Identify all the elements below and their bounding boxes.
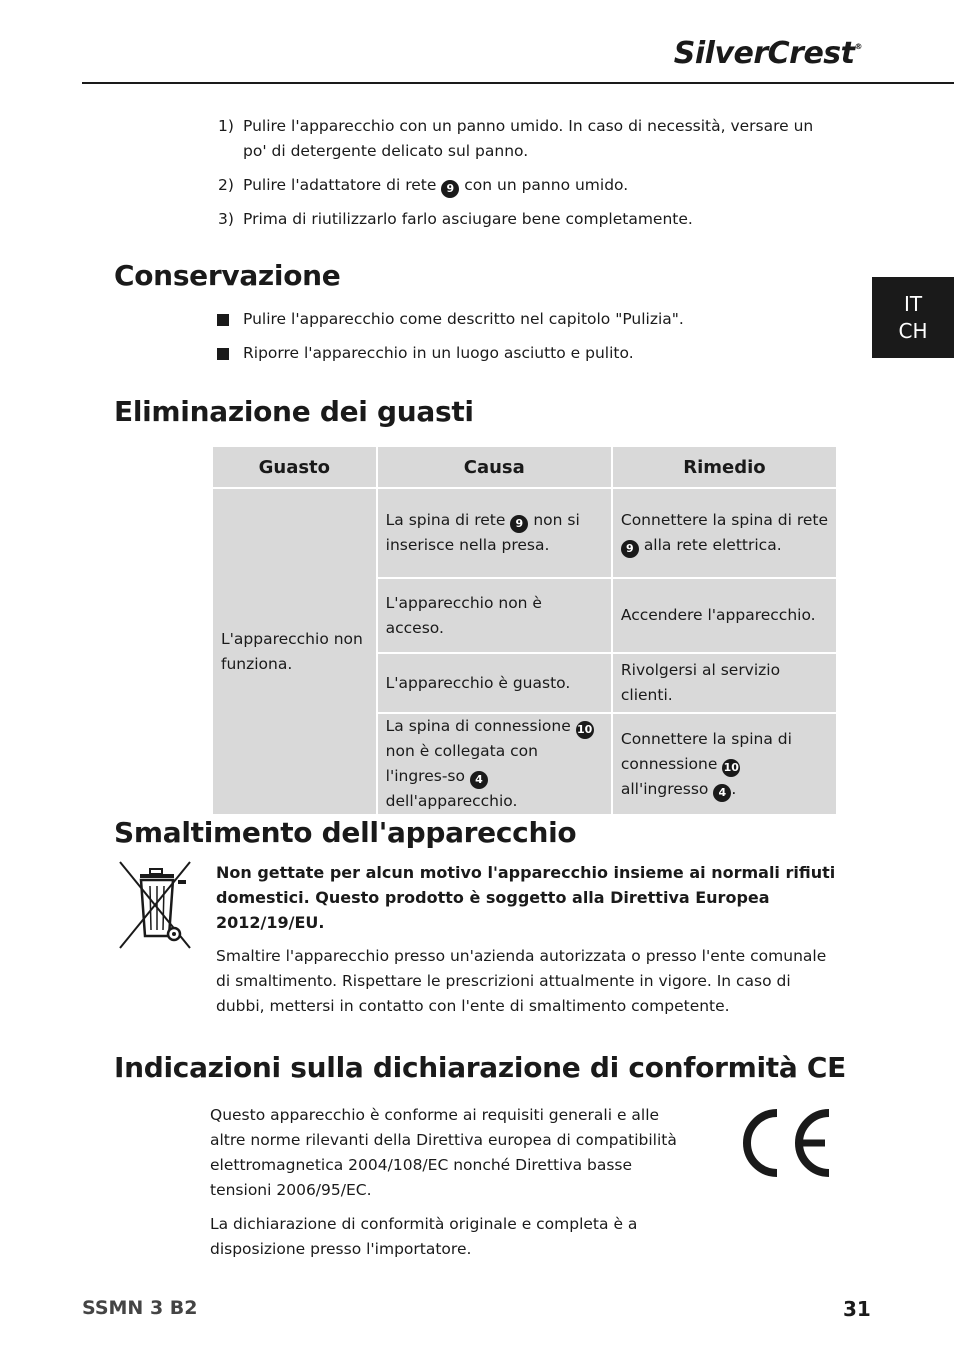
cause-cell: L'apparecchio è guasto. xyxy=(377,653,612,713)
section-heading-ce: Indicazioni sulla dichiarazione di conformità CE xyxy=(114,1051,846,1084)
list-item: 2) Pulire l'adattatore di rete 9 con un panno umido. xyxy=(218,173,828,198)
weee-crossed-bin-icon xyxy=(116,860,194,950)
reference-number-icon: 4 xyxy=(470,771,488,789)
troubleshooting-table xyxy=(211,445,838,810)
cause-cell: L'apparecchio non è acceso. xyxy=(377,578,612,653)
cause-cell: La spina di connessione 10 non è collegata con l'ingres-so 4 dell'apparecchio. xyxy=(377,713,612,815)
ce-paragraph: La dichiarazione di conformità originale e completa è a disposizione presso l'importatore. xyxy=(210,1215,638,1258)
reference-number-icon: 10 xyxy=(722,759,740,777)
bullet-square-icon xyxy=(217,348,229,360)
reference-number-icon: 4 xyxy=(713,784,731,802)
header-rule xyxy=(82,82,954,84)
page-number: 31 xyxy=(843,1297,871,1321)
column-header: Causa xyxy=(377,446,612,488)
remedy-cell: Accendere l'apparecchio. xyxy=(612,578,837,653)
list-item: Pulire l'apparecchio come descritto nel capitolo "Pulizia". xyxy=(217,307,684,332)
disposal-text: Smaltire l'apparecchio presso un'azienda autorizzata o presso l'ente comunale di smaltimento. Rispettare le prescrizioni attualmente in vigore. In caso di dubbi, mettersi in contatto con l'ente di smaltimento competente. xyxy=(216,947,827,1015)
column-header: Rimedio xyxy=(612,446,837,488)
section-heading-storage: Conservazione xyxy=(114,259,341,292)
bullet-square-icon xyxy=(217,314,229,326)
table-row xyxy=(212,488,837,578)
ce-text xyxy=(210,1103,685,1271)
reference-number-icon: 9 xyxy=(510,515,528,533)
language-tab-line1: IT xyxy=(903,292,923,316)
column-header: Guasto xyxy=(212,446,377,488)
remedy-cell: Rivolgersi al servizio clienti. xyxy=(612,653,837,713)
language-tab-line2: CH xyxy=(898,319,928,343)
reference-number-icon: 9 xyxy=(621,540,639,558)
section-heading-troubleshooting: Eliminazione dei guasti xyxy=(114,395,474,428)
cleaning-steps xyxy=(218,114,828,241)
table-header-row xyxy=(212,446,837,488)
ce-mark-icon xyxy=(735,1107,833,1179)
list-item: 3) Prima di riutilizzarlo farlo asciugare bene completamente. xyxy=(218,210,693,228)
language-tab xyxy=(872,277,954,358)
disposal-warning: Non gettate per alcun motivo l'apparecchio insieme ai normali rifiuti domestici. Questo prodotto è soggetto alla Direttiva Europea 2012/19/EU. xyxy=(216,863,836,932)
brand-logo: SilverCrest® xyxy=(673,36,862,71)
reference-number-icon: 10 xyxy=(576,721,594,739)
remedy-cell: Connettere la spina di connessione 10 all'ingresso 4 . xyxy=(612,713,837,815)
footer-model: SSMN 3 B2 xyxy=(82,1297,198,1319)
fault-cell: L'apparecchio non funziona. xyxy=(212,488,377,815)
remedy-cell: Connettere la spina di rete 9 alla rete elettrica. xyxy=(612,488,837,578)
list-item: Riporre l'apparecchio in un luogo asciutto e pulito. xyxy=(217,341,684,366)
storage-list xyxy=(217,307,684,375)
list-item: 1) Pulire l'apparecchio con un panno umido. In caso di necessità, versare un po' di detergente delicato sul panno. xyxy=(218,117,814,160)
cause-cell: La spina di rete 9 non si inserisce nella presa. xyxy=(377,488,612,578)
ce-paragraph: Questo apparecchio è conforme ai requisiti generali e alle altre norme rilevanti della Direttiva europea di compatibilità elettromagnetica 2004/108/EC nonché Direttiva basse tensioni 2006/95/EC. xyxy=(210,1106,677,1199)
reference-number-icon: 9 xyxy=(441,180,459,198)
section-heading-disposal: Smaltimento dell'apparecchio xyxy=(114,816,577,849)
